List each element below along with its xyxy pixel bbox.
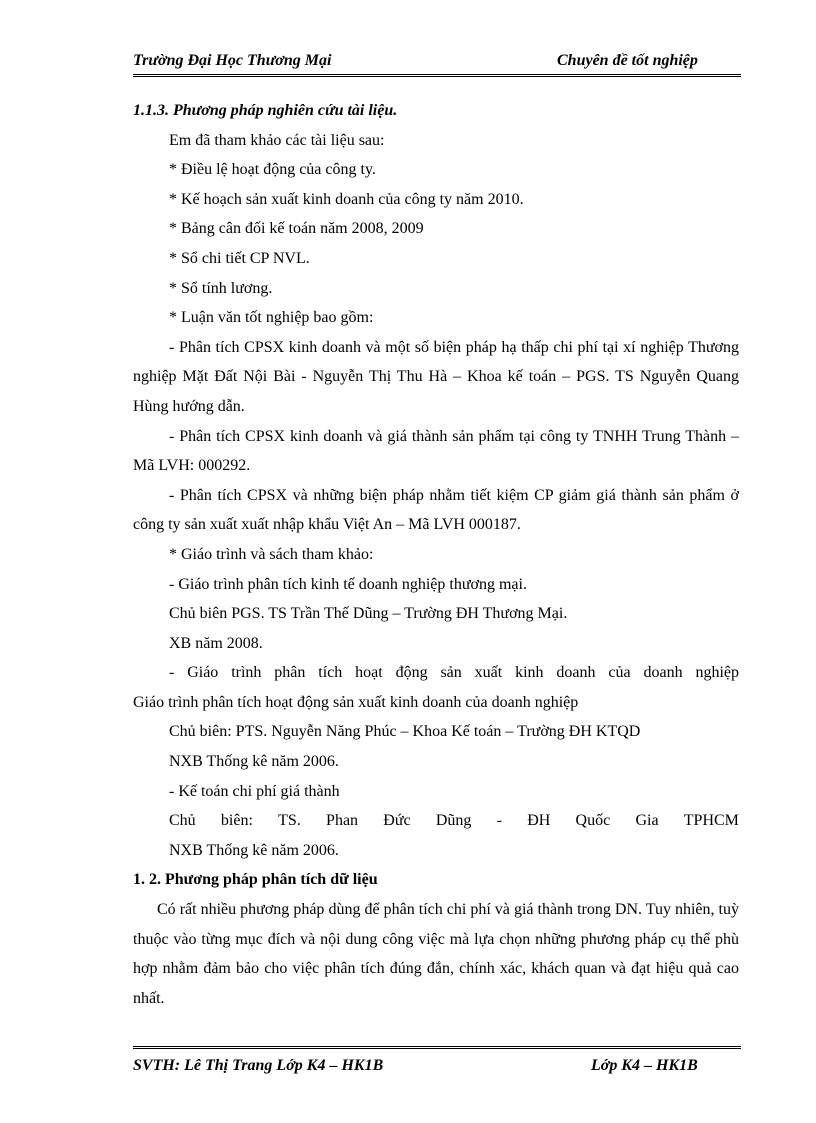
word: TS.: [278, 812, 301, 830]
book-editor: Chủ biên: PTS. Nguyễn Năng Phúc – Khoa Kế toán – Trường ĐH KTQD: [169, 723, 641, 741]
book-editor-row: [133, 806, 739, 836]
list-item: * Điều lệ hoạt động của công ty.: [169, 161, 376, 179]
section-heading-1-2: 1. 2. Phương pháp phân tích dữ liệu: [133, 871, 378, 889]
book-publisher: NXB Thống kê năm 2006.: [169, 753, 339, 771]
page-content: [133, 96, 739, 1013]
page-header: [133, 52, 741, 77]
thesis-item: - Phân tích CPSX và những biện pháp nhằm tiết kiệm CP giảm giá thành sản phẩm ở công ty sản xuất xuất nhập khẩu Việt An – Mã LVH 000187.: [133, 486, 739, 534]
word: Dũng: [435, 812, 472, 830]
list-item: * Sổ chi tiết CP NVL.: [169, 249, 310, 267]
word: ĐH: [527, 812, 551, 830]
word: Đức: [383, 812, 411, 830]
word: biên:: [220, 812, 253, 830]
header-school: Trường Đại Học Thương Mại: [133, 52, 332, 69]
book-line: Chủ biên PGS. TS Trần Thế Dũng – Trường ĐH Thương Mại.: [169, 605, 568, 623]
page-footer: [133, 1046, 741, 1085]
book-publisher: NXB Thống kê năm 2006.: [169, 841, 339, 859]
book-line: - Giáo trình phân tích hoạt động sản xuất kinh doanh của doanh nghiệp: [169, 664, 739, 682]
book-line: XB năm 2008.: [169, 634, 263, 652]
thesis-item: - Phân tích CPSX kinh doanh và một số biện pháp hạ thấp chi phí tại xí nghiệp Thương nghiệp Mặt Đất Nội Bài - Nguyễn Thị Thu Hà – Khoa kế toán – PGS. TS Nguyễn Quang Hùng hướng dẫn.: [133, 338, 739, 415]
word: -: [496, 812, 502, 830]
intro-text: Em đã tham khảo các tài liệu sau:: [169, 131, 385, 149]
book-title: - Kế toán chi phí giá thành: [169, 782, 340, 800]
footer-student: SVTH: Lê Thị Trang Lớp K4 – HK1B: [133, 1057, 384, 1074]
textbooks-title: * Giáo trình và sách tham khảo:: [169, 545, 374, 563]
word: Quốc: [575, 812, 611, 830]
footer-class: Lớp K4 – HK1B: [591, 1057, 698, 1074]
word: Phan: [326, 812, 359, 830]
word: Chủ: [169, 812, 196, 830]
list-item: * Sổ tính lương.: [169, 279, 273, 297]
list-item: * Luận văn tốt nghiệp bao gồm:: [169, 309, 374, 327]
section-heading-1-1-3: 1.1.3. Phương pháp nghiên cứu tài liệu.: [133, 102, 398, 119]
list-item: * Bảng cân đối kế toán năm 2008, 2009: [169, 220, 424, 238]
word: TPHCM: [683, 812, 739, 830]
header-title: Chuyên đề tốt nghiệp: [557, 52, 698, 69]
body-paragraph: Có rất nhiều phương pháp dùng để phân tích chi phí và giá thành trong DN. Tuy nhiên, tuỳ thuộc vào từng mục đích và nội dung công việc mà lựa chọn những phương pháp cụ thể phù hợp nhằm đảm bảo cho việc phân tích đúng đắn, chính xác, khách quan và đạt hiệu quả cao nhất.: [133, 901, 739, 1007]
list-item: * Kế hoạch sản xuất kinh doanh của công ty năm 2010.: [169, 190, 524, 208]
word: Gia: [635, 812, 659, 830]
thesis-item: - Phân tích CPSX kinh doanh và giá thành sản phẩm tại công ty TNHH Trung Thành – Mã LVH: 000292.: [133, 427, 739, 475]
book-line: - Giáo trình phân tích kinh tế doanh nghiệp thương mại.: [169, 575, 527, 593]
book-line: Giáo trình phân tích hoạt động sản xuất kinh doanh của doanh nghiệp: [133, 693, 579, 711]
